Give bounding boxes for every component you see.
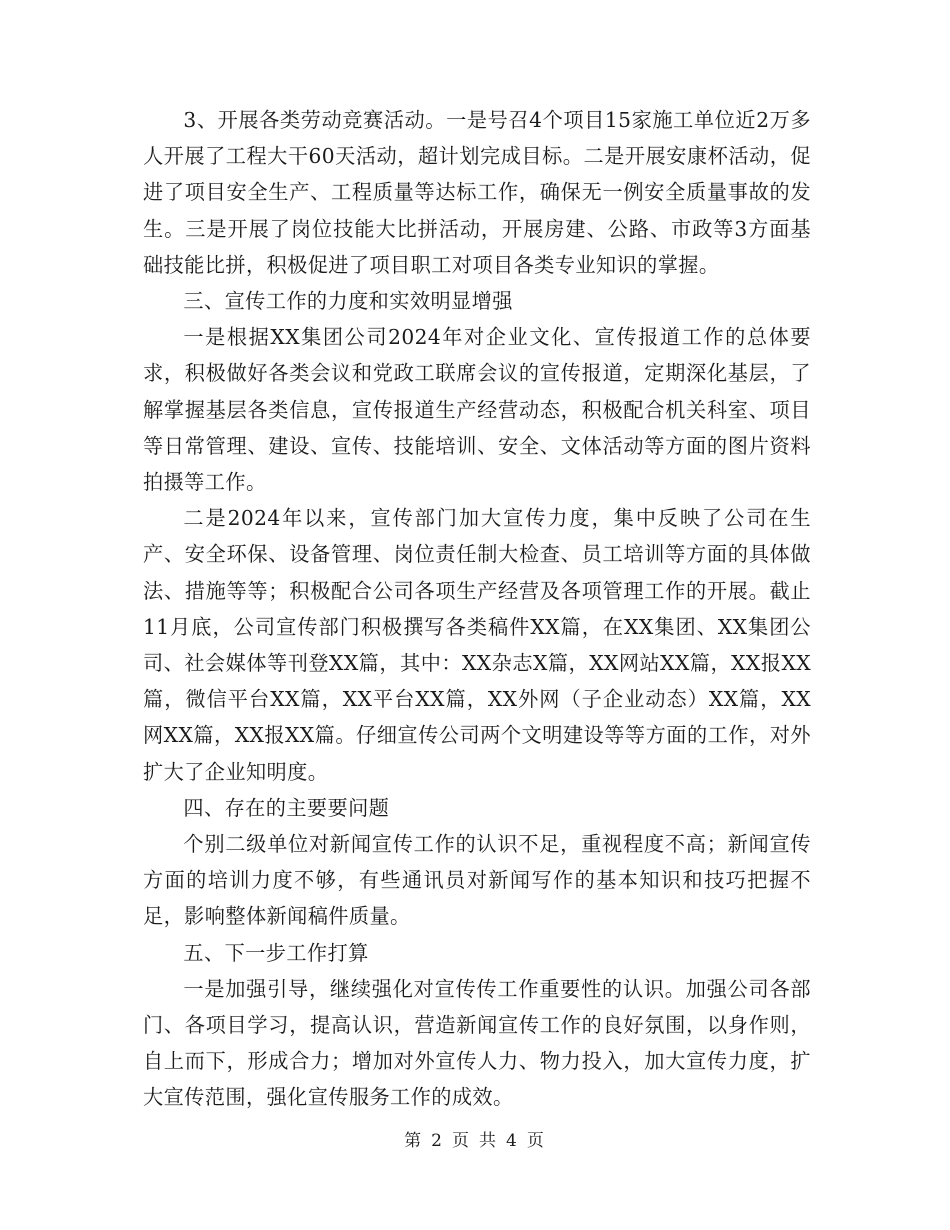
paragraph-next-steps: 一是加强引导，继续强化对宣传传工作重要性的认识。加强公司各部门、各项目学习，提高认识，营造新闻宣传工作的良好氛围，以身作则，自上而下，形成合力；增加对外宣传人力、物力投入，加大宣传力度，扩大宣传范围，强化宣传服务工作的成效。 — [143, 976, 811, 1110]
section-heading-publicity: 三、宣传工作的力度和实效明显增强 — [183, 289, 513, 314]
page-number: 2 — [431, 1131, 444, 1151]
section-heading-problems: 四、存在的主要要问题 — [183, 795, 390, 820]
total-pages: 4 — [506, 1131, 519, 1151]
footer-ye-2: 页 — [526, 1131, 546, 1151]
paragraph-publicity-1: 一是根据XX集团公司2024年对企业文化、宣传报道工作的总体要求，积极做好各类会议和党政工联席会议的宣传报道，定期深化基层，了解掌握基层各类信息，宣传报道生产经营动态，积极配合机关科室、项目等日常管理、建设、宣传、技能培训、安全、文体活动等方面的图片资料拍摄等工作。 — [143, 325, 811, 495]
page-footer — [0, 1126, 950, 1151]
paragraph-publicity-2: 二是2024年以来，宣传部门加大宣传力度，集中反映了公司在生产、安全环保、设备管理、岗位责任制大检查、员工培训等方面的具体做法、措施等等；积极配合公司各项生产经营及各项管理工作的开展。截止11月底，公司宣传部门积极撰写各类稿件XX篇，在XX集团、XX集团公司、社会媒体等刊登XX篇，其中：XX杂志X篇，XX网站XX篇，XX报XX篇，微信平台XX篇，XX平台XX篇，XX外网（子企业动态）XX篇，XX网XX篇，XX报XX篇。仔细宣传公司两个文明建设等等方面的工作，对外扩大了企业知明度。 — [143, 506, 811, 784]
footer-di: 第 — [404, 1131, 424, 1151]
footer-ye: 页 — [452, 1131, 471, 1151]
paragraph-problems: 个别二级单位对新闻宣传工作的认识不足，重视程度不高；新闻宣传方面的培训力度不够，有些通讯员对新闻写作的基本知识和技巧把握不足，影响整体新闻稿件质量。 — [143, 832, 811, 929]
section-heading-next-steps: 五、下一步工作打算 — [183, 940, 369, 965]
document-body — [143, 102, 811, 1116]
footer-gong: 共 — [479, 1131, 498, 1151]
paragraph-labor-competition: 3、开展各类劳动竞赛活动。一是号召4个项目15家施工单位近2万多人开展了工程大干60天活动，超计划完成目标。二是开展安康杯活动，促进了项目安全生产、工程质量等达标工作，确保无一例安全质量事故的发生。三是开展了岗位技能大比拼活动，开展房建、公路、市政等3方面基础技能比拼，积极促进了项目职工对项目各类专业知识的掌握。 — [143, 108, 811, 277]
